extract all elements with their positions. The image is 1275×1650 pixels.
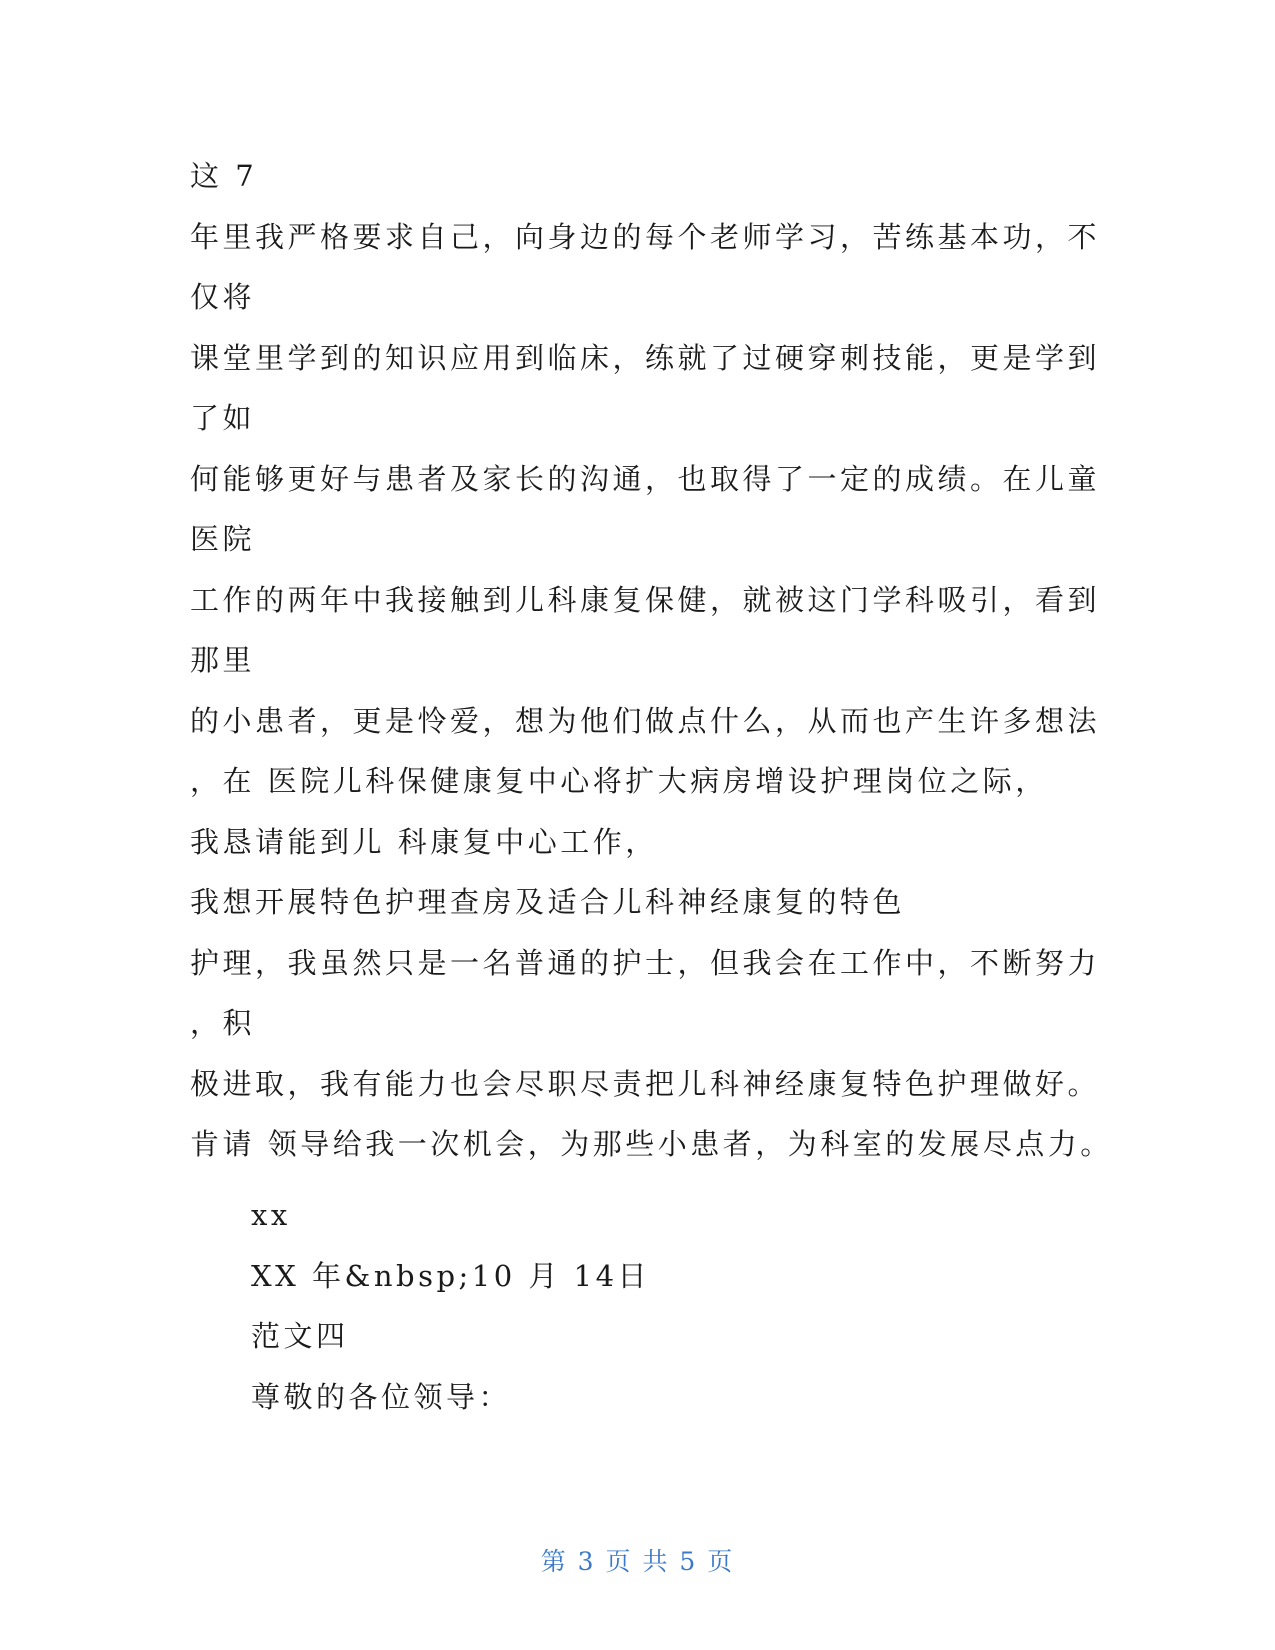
text-line: 何能够更好与患者及家长的沟通，也取得了一定的成绩。在儿童 (190, 461, 1101, 496)
text-line: 了如 (190, 401, 256, 435)
body-text (190, 146, 1113, 1175)
text-line: 极进取，我有能力也会尽职尽责把儿科神经康复特色护理做好。 (190, 1066, 1101, 1101)
page-number-label: 第 3 页 共 5 页 (540, 1547, 735, 1576)
text-line: ，在 医院儿科保健康复中心将扩大病房增设护理岗位之际， (190, 764, 1048, 798)
signature-date: XX 年&nbsp;10 月 14日 (251, 1258, 651, 1293)
signature-name: xx (251, 1198, 291, 1232)
text-line: 医院 (190, 522, 256, 556)
signature-block (251, 1185, 1051, 1427)
text-line: 这 7 (190, 159, 258, 193)
text-line: 护理，我虽然只是一名普通的护士，但我会在工作中，不断努力 (190, 945, 1101, 980)
text-line: 课堂里学到的知识应用到临床，练就了过硬穿刺技能，更是学到 (190, 340, 1101, 375)
text-line: 仅将 (190, 280, 256, 314)
text-line: 那里 (190, 643, 256, 677)
section-heading: 范文四 (251, 1319, 349, 1353)
text-line: 肯请 领导给我一次机会，为那些小患者，为科室的发展尽点力。 (190, 1127, 1113, 1161)
page-footer (0, 1542, 1275, 1578)
text-line: 我想开展特色护理查房及适合儿科神经康复的特色 (190, 885, 906, 919)
text-line: 我恳请能到儿 科康复中心工作， (190, 824, 658, 859)
text-line: ，积 (190, 1006, 256, 1040)
salutation: 尊敬的各位领导： (251, 1379, 512, 1414)
text-line: 工作的两年中我接触到儿科康复保健，就被这门学科吸引，看到 (190, 582, 1101, 617)
text-line: 的小患者，更是怜爱，想为他们做点什么，从而也产生许多想法 (190, 703, 1101, 738)
text-line: 年里我严格要求自己，向身边的每个老师学习，苦练基本功，不 (190, 219, 1101, 254)
